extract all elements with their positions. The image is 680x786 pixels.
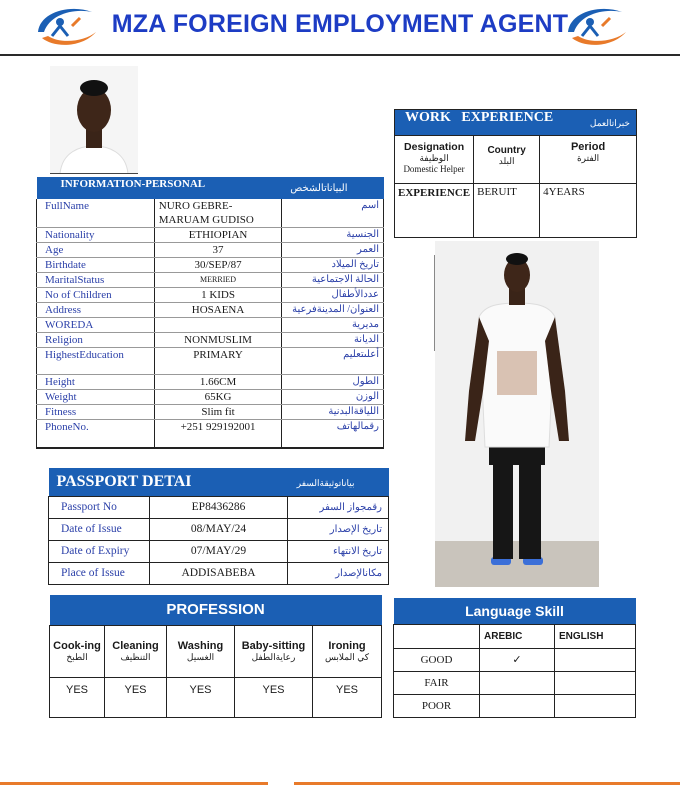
passport-details-table xyxy=(48,468,389,585)
passport-field-label: Date of Issue xyxy=(49,518,150,540)
language-skill-table xyxy=(393,598,636,718)
field-label-ar: تاريخ الميلاد xyxy=(282,258,384,273)
language-english-check xyxy=(555,694,636,717)
skill-name: Baby-sitting xyxy=(241,639,306,652)
field-label-ar: الحالة الاجتماعية xyxy=(282,273,384,288)
language-skill-header: Language Skill xyxy=(394,598,636,624)
col-country xyxy=(474,136,540,184)
field-value: 1.66CM xyxy=(154,375,282,390)
field-label-ar: مديرية xyxy=(282,318,384,333)
passport-header xyxy=(49,468,389,496)
field-label: Fitness xyxy=(37,405,155,420)
personal-info-header xyxy=(37,177,384,199)
field-label: WOREDA xyxy=(37,318,155,333)
field-value: 30/SEP/87 xyxy=(154,258,282,273)
field-value: ETHIOPIAN xyxy=(154,228,282,243)
personal-info-table xyxy=(36,177,384,449)
passport-field-label-ar: مكانالإصدار xyxy=(288,562,389,584)
language-arabic-check xyxy=(480,694,555,717)
field-label: No of Children xyxy=(37,288,155,303)
skill-ironing xyxy=(313,625,382,677)
passport-field-value: 08/MAY/24 xyxy=(150,518,288,540)
passport-field-value: EP8436286 xyxy=(150,496,288,518)
skill-washing xyxy=(167,625,235,677)
field-label-ar: الديانة xyxy=(282,333,384,348)
skill-baby-sitting xyxy=(235,625,313,677)
field-value: 1 KIDS xyxy=(154,288,282,303)
col-designation xyxy=(395,136,474,184)
skill-name-ar: رعايةالطفل xyxy=(251,651,296,662)
field-value: PRIMARY xyxy=(154,348,282,375)
portrait-photo xyxy=(50,66,138,174)
passport-field-label-ar: تاريخ الإصدار xyxy=(288,518,389,540)
field-label-ar: رقمالهاتف xyxy=(282,420,384,448)
field-label-ar: عددالأطفال xyxy=(282,288,384,303)
language-col-english: ENGLISH xyxy=(555,624,636,648)
skill-name-ar: الطبخ xyxy=(66,651,88,662)
page-title: MZA FOREIGN EMPLOYMENT AGENT xyxy=(111,10,569,38)
field-label-ar: العمر xyxy=(282,243,384,258)
field-value: 37 xyxy=(154,243,282,258)
field-value: +251 929192001 xyxy=(154,420,282,448)
work-experience-header xyxy=(395,110,637,136)
designation-value: Domestic Helper xyxy=(403,164,465,174)
personal-info-title-ar: البياناتالشخص xyxy=(290,183,348,194)
work-experience-table xyxy=(394,109,637,238)
skill-name-ar: التنظيف xyxy=(120,651,151,662)
profession-table xyxy=(49,595,382,718)
language-arabic-check xyxy=(480,671,555,694)
footer-divider xyxy=(0,782,680,785)
skill-value: YES xyxy=(235,677,313,717)
work-experience-title: WORK EXPERIENCE xyxy=(405,110,554,125)
field-label-ar: الطول xyxy=(282,375,384,390)
passport-field-label: Place of Issue xyxy=(49,562,150,584)
passport-field-value: ADDISABEBA xyxy=(150,562,288,584)
field-value: NURO GEBRE- MARUAM GUDISO xyxy=(154,199,282,228)
skill-value: YES xyxy=(167,677,235,717)
period-label: Period xyxy=(570,141,606,153)
field-label: PhoneNo. xyxy=(37,420,155,448)
skill-cooking xyxy=(50,625,105,677)
skill-value: YES xyxy=(105,677,167,717)
skill-name: Washing xyxy=(177,639,224,652)
field-label: Weight xyxy=(37,390,155,405)
field-value: HOSAENA xyxy=(154,303,282,318)
full-body-photo xyxy=(435,241,599,587)
passport-field-label: Passport No xyxy=(49,496,150,518)
period-label-ar: الفترة xyxy=(576,153,600,163)
field-label: MaritalStatus xyxy=(37,273,155,288)
field-label-ar: اسم xyxy=(282,199,384,228)
experience-label: EXPERIENCE xyxy=(395,184,474,238)
language-english-check xyxy=(555,671,636,694)
field-value: Slim fit xyxy=(154,405,282,420)
field-label-ar: العنوان/ المدينةفرعية xyxy=(282,303,384,318)
field-label: Address xyxy=(37,303,155,318)
skill-name-ar: الغسيل xyxy=(186,651,215,662)
profession-header: PROFESSION xyxy=(50,595,382,625)
col-period xyxy=(540,136,637,184)
agency-logo-left xyxy=(30,2,104,50)
experience-period: 4YEARS xyxy=(540,184,637,238)
designation-label: Designation xyxy=(404,141,465,153)
agency-logo-right xyxy=(560,2,634,50)
language-level: POOR xyxy=(394,694,480,717)
country-label-ar: البلد xyxy=(498,156,515,166)
passport-field-label: Date of Expiry xyxy=(49,540,150,562)
skill-name: Cook-ing xyxy=(53,639,101,652)
language-level: GOOD xyxy=(394,648,480,671)
skill-cleaning xyxy=(105,625,167,677)
passport-title-ar: بياناتوثيقةالسفر xyxy=(296,478,355,488)
passport-title: PASSPORT DETAI xyxy=(56,472,192,490)
personal-info-title: INFORMATION-PERSONAL xyxy=(60,178,206,190)
field-value: NONMUSLIM xyxy=(154,333,282,348)
skill-name: Cleaning xyxy=(112,639,159,652)
header-divider xyxy=(0,54,680,56)
field-value: MERRIED xyxy=(154,273,282,288)
language-arabic-check: ✓ xyxy=(480,648,555,671)
skill-name-ar: كي الملابس xyxy=(324,651,370,662)
passport-field-label-ar: تاريخ الانتهاء xyxy=(288,540,389,562)
language-corner-cell xyxy=(394,624,480,648)
passport-field-label-ar: رقمجواز السفر xyxy=(288,496,389,518)
field-value xyxy=(154,318,282,333)
field-label: Age xyxy=(37,243,155,258)
language-col-arabic: AREBIC xyxy=(480,624,555,648)
field-label-ar: أعلىتعليم xyxy=(282,348,384,375)
country-label: Country xyxy=(487,145,526,156)
field-label: Birthdate xyxy=(37,258,155,273)
work-experience-title-ar: خبراتالعمل xyxy=(589,118,630,128)
skill-value: YES xyxy=(50,677,105,717)
language-english-check xyxy=(555,648,636,671)
experience-country: BERUIT xyxy=(474,184,540,238)
field-label: Height xyxy=(37,375,155,390)
field-label: Nationality xyxy=(37,228,155,243)
skill-name: Ironing xyxy=(328,639,366,652)
passport-field-value: 07/MAY/29 xyxy=(150,540,288,562)
field-label-ar: الجنسية xyxy=(282,228,384,243)
field-value: 65KG xyxy=(154,390,282,405)
skill-value: YES xyxy=(313,677,382,717)
footer-divider-gap xyxy=(268,781,294,786)
field-label-ar: الوزن xyxy=(282,390,384,405)
designation-label-ar: الوظيفة xyxy=(419,153,449,163)
field-label: FullName xyxy=(37,199,155,228)
field-label: Religion xyxy=(37,333,155,348)
field-label-ar: اللياقةالبدنية xyxy=(282,405,384,420)
field-label: HighestEducation xyxy=(37,348,155,375)
language-level: FAIR xyxy=(394,671,480,694)
